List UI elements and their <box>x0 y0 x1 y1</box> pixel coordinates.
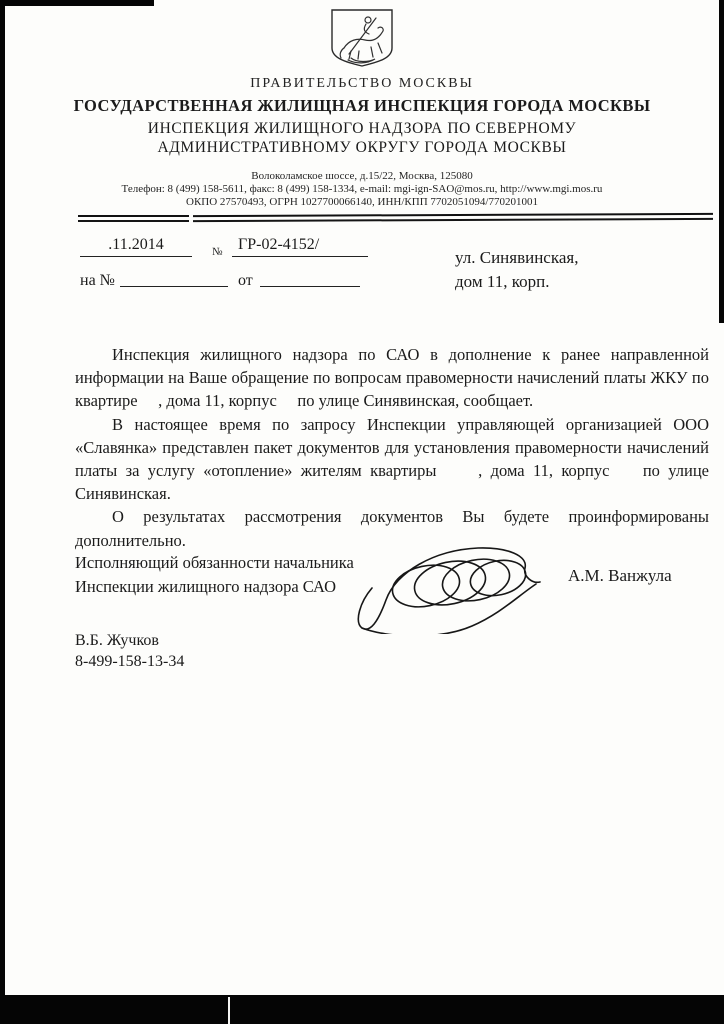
letterhead-government: ПРАВИТЕЛЬСТВО МОСКВЫ <box>250 76 474 91</box>
outgoing-date-field: .11.2014 <box>80 236 192 257</box>
executor-phone: 8-499-158-13-34 <box>75 653 185 670</box>
executor-name: В.Б. Жучков <box>75 632 159 649</box>
scan-artifact-top-streak <box>0 0 154 6</box>
letterhead-division-line2: АДМИНИСТРАТИВНОМУ ОКРУГУ ГОРОДА МОСКВЫ <box>157 139 567 156</box>
reply-to-label: на № <box>80 272 115 289</box>
letterhead-divider-right <box>193 213 713 222</box>
letterhead-contact-line: Телефон: 8 (499) 158-5611, факс: 8 (499) 158-1334, e-mail: mgi-ign-SAO@mos.ru, http://www.mgi.mos.ru <box>121 183 603 195</box>
body-paragraph-2: В настоящее время по запросу Инспекции управляющей организацией ООО «Славянка» представлен пакет документов для установления правомерности начислений платы за услугу «отопление» жителям квартиры , дома 11, корпус по улице Синявинская. <box>75 414 709 504</box>
body-paragraph-1: Инспекция жилищного надзора по САО в дополнение к ранее направленной информации на Ваше обращение по вопросам правомерности начислений платы ЖКУ по квартире , дома 11, корпус по улице Синявинская, сообщает. <box>75 345 709 411</box>
letterhead-divider-left <box>78 215 189 222</box>
moscow-coat-of-arms-icon <box>329 8 395 68</box>
letterhead-division-line1: ИНСПЕКЦИЯ ЖИЛИЩНОГО НАДЗОРА ПО СЕВЕРНОМУ <box>147 120 577 137</box>
signer-title-line2: Инспекции жилищного надзора САО <box>75 577 336 596</box>
signer-name: А.М. Ванжула <box>568 566 672 585</box>
reply-date-blank <box>260 268 360 287</box>
number-sign-label: № <box>212 246 223 258</box>
letterhead-organization: ГОСУДАРСТВЕННАЯ ЖИЛИЩНАЯ ИНСПЕКЦИЯ ГОРОДА МОСКВЫ <box>73 96 651 115</box>
letter-body <box>75 343 709 552</box>
addressee-street: ул. Синявинская, <box>455 248 579 267</box>
reply-number-blank <box>120 268 228 287</box>
signer-title-line1: Исполняющий обязанности начальника <box>75 553 354 572</box>
letterhead-postal-address: Волоколамское шоссе, д.15/22, Москва, 125080 <box>251 170 473 182</box>
scan-artifact-bottom-bar <box>0 995 724 1024</box>
addressee-block <box>455 246 578 294</box>
scan-artifact-left-strip <box>0 0 5 1024</box>
scan-artifact-bottom-gap <box>228 997 230 1024</box>
handwritten-signature-icon <box>348 538 548 634</box>
outgoing-number-field: ГР-02-4152/ <box>232 236 368 257</box>
body-paragraph-3: О результатах рассмотрения документов Вы будете проинформированы дополнительно. <box>75 507 709 550</box>
reply-from-label: от <box>238 272 253 289</box>
scan-artifact-right-strip <box>719 0 724 323</box>
letterhead-codes-line: ОКПО 27570493, ОГРН 1027700066140, ИНН/КПП 7702051094/770201001 <box>186 196 538 208</box>
addressee-house: дом 11, корп. <box>455 272 550 291</box>
